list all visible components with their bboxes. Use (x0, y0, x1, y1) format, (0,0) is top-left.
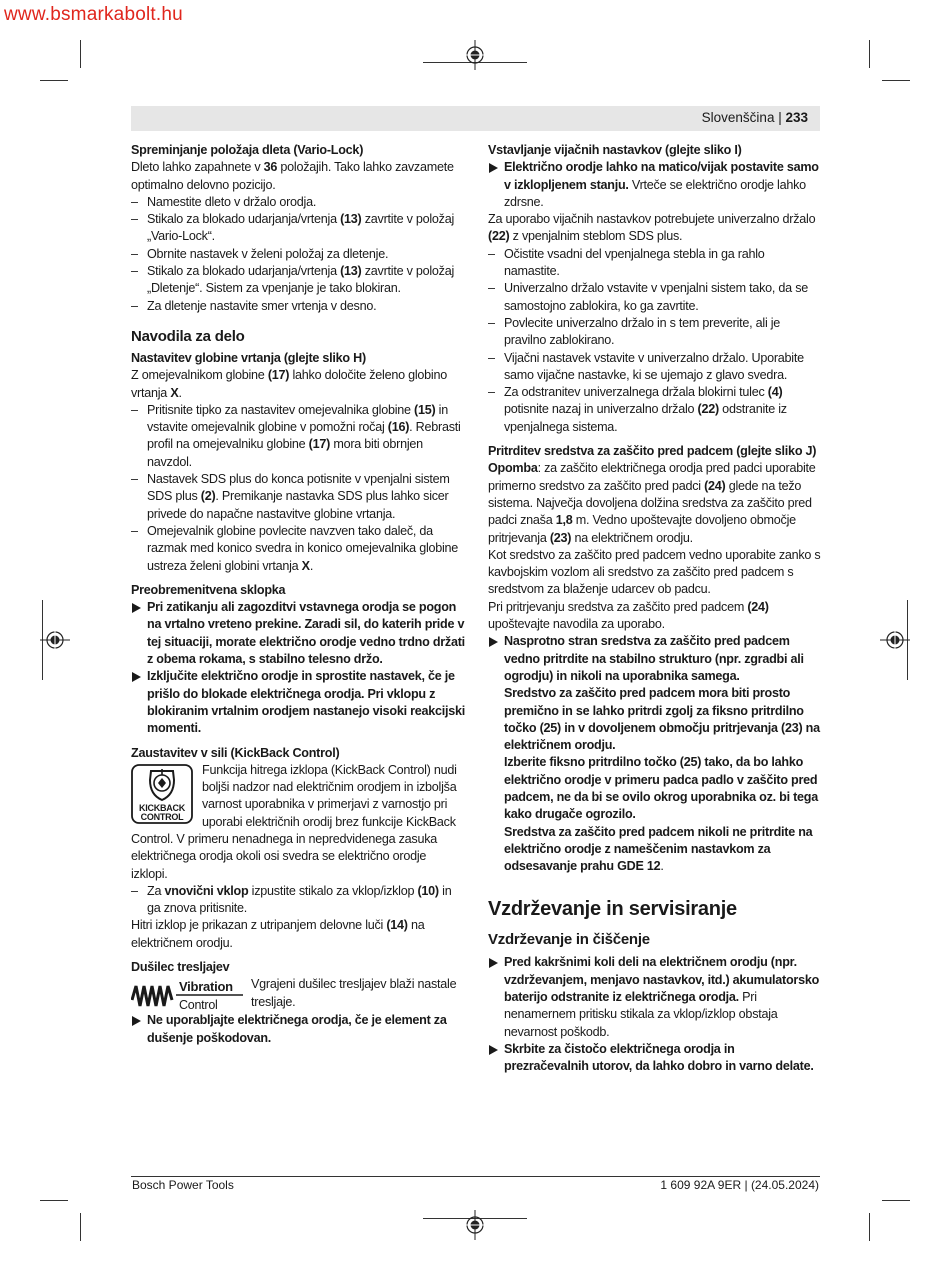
screw-bits-steps (488, 246, 822, 436)
text: Vrteče se električno orodje lahko zdrsne. (504, 177, 806, 209)
step-item (488, 350, 822, 385)
text: mora biti obrnjen navzdol. (147, 437, 423, 469)
fall-protection-paragraph-2 (488, 547, 822, 599)
bold-text: X (170, 385, 179, 400)
warning-paragraph (504, 685, 822, 754)
fall-protection-note (488, 460, 822, 546)
text: zavrtite v položaj „Vario-Lock“. (147, 212, 455, 244)
bold-text: Ne uporabljajte električnega orodja, če je element za dušenje poškodovan. (147, 1013, 447, 1045)
bold-text: (16) (387, 420, 410, 435)
warning-triangle-icon (132, 603, 141, 613)
text: Obrnite nastavek v želeni položaj za dletenje. (147, 246, 389, 261)
step-item (131, 471, 465, 523)
bold-text: Električno orodje lahko na matico/vijak postavite samo v izklopljenem stanju. (504, 160, 819, 192)
registration-mark-top (463, 40, 487, 70)
warning-item (488, 954, 822, 1040)
step-item (131, 298, 465, 315)
fall-protection-heading: Pritrditev sredstva za zaščito pred padcem (glejte sliko J) (488, 444, 817, 459)
warning-item (131, 668, 465, 737)
text: Za (147, 883, 165, 898)
watermark-link[interactable]: www.bsmarkabolt.hu (4, 4, 183, 25)
bold-text: (4) (767, 385, 783, 400)
cleaning-heading: Vzdrževanje in čiščenje (488, 931, 650, 949)
warning-paragraph (504, 824, 822, 876)
text: Za odstranitev univerzalnega držala blokirni tulec (504, 385, 768, 400)
text: Pritisnite tipko za nastavitev omejevalnika globine (147, 402, 415, 417)
text: : za zaščito električnega orodja pred padci uporabite primerno sredstvo za zaščito pred padci (488, 461, 816, 493)
kickback-heading: Zaustavitev v sili (KickBack Control) (131, 745, 340, 760)
step-item (488, 315, 822, 350)
text: Za dletenje nastavite smer vrtenja v desno. (147, 298, 377, 313)
work-instructions-heading: Navodila za delo (131, 327, 245, 345)
bold-text: Skrbite za čistočo električnega orodja in prezračevalnih utorov, da lahko dobro in varno delate. (504, 1041, 814, 1074)
text: Povlecite univerzalno držalo in s tem preverite, ali je pravilno zablokirano. (504, 315, 781, 348)
step-item (131, 194, 465, 211)
step-item (488, 384, 822, 436)
step-item (131, 523, 465, 575)
bold-text: (23) (549, 530, 572, 545)
warning-triangle-icon (489, 637, 498, 647)
bold-text: (13) (340, 212, 362, 227)
warning-item (488, 1041, 822, 1076)
bold-text: (14) (386, 918, 408, 933)
text: Za uporabo vijačnih nastavkov potrebujete univerzalno držalo (488, 212, 816, 227)
bold-text: (15) (414, 402, 436, 417)
fall-protection-paragraph-3 (488, 599, 822, 634)
header-separator: | (774, 110, 786, 125)
drill-depth-intro (131, 367, 465, 402)
warning-paragraph (504, 754, 822, 823)
maintenance-heading: Vzdrževanje in servisiranje (488, 898, 737, 921)
text: lahko določite želeno globino vrtanja (131, 368, 447, 400)
text: na električnem orodju. (571, 530, 693, 545)
footer-brand: Bosch Power Tools (132, 1178, 234, 1192)
vario-lock-intro (131, 159, 465, 194)
text: . (309, 558, 314, 573)
text: Z omejevalnikom globine (131, 368, 268, 383)
vario-lock-steps (131, 194, 465, 315)
bold-text: Izključite električno orodje in sprostite nastavek, če je prišlo do blokade električnega orodja. Pri vklopu z blokiranim vrtalnim orodjem nastanejo visoki reakcijski momenti. (147, 669, 466, 736)
warning-triangle-icon (132, 1016, 141, 1026)
screw-bits-heading: Vstavljanje vijačnih nastavkov (glejte sliko I) (488, 143, 742, 157)
footer-doc-number: 1 609 92A 9ER | (24.05.2024) (660, 1178, 819, 1192)
text: potisnite nazaj in univerzalno držalo (504, 402, 698, 417)
text: glede na težo sistema. Največja dovoljena dolžina sredstva za zaščito pred padci znaša (488, 478, 812, 528)
step-item (131, 263, 465, 298)
bold-text: 1,8 (555, 513, 573, 528)
bold-text: Opomba (488, 461, 538, 476)
registration-mark-bottom (463, 1210, 487, 1240)
vibration-section (131, 976, 465, 1012)
text: izpustite stikalo za vklop/izklop (248, 883, 418, 898)
bold-text: (22) (697, 402, 719, 417)
bold-text: 36 (263, 160, 278, 175)
step-item (131, 211, 465, 246)
registration-mark-right (880, 628, 910, 652)
fall-protection-warning (488, 633, 822, 875)
text: Hitri izklop je prikazan z utripanjem delovne luči (131, 918, 387, 933)
step-item (488, 280, 822, 315)
bold-text: X (301, 558, 310, 573)
bold-text: Nasprotno stran sredstva za zaščito pred padcem vedno pritrdite na stabilno strukturo (npr. zgradbi ali ogrodju) in nikoli na uporabnika samega. (504, 634, 804, 683)
text: položajih. Tako lahko zavzamete optimalno delovno pozicijo. (131, 160, 454, 192)
vibration-description: Vgrajeni dušilec tresljajev blaži nastale tresljaje. (251, 977, 457, 1009)
warning-triangle-icon (489, 1045, 498, 1055)
bold-text: (17) (308, 437, 331, 452)
warning-item (131, 599, 465, 668)
bold-text: Sredstvo za zaščito pred padcem mora biti prosto premično in se lahko pritrdi zgolj za fiksno pritrdilno točko (25) in v dovoljenem območju pritrjevanja (23) na električnem orodju. (504, 686, 820, 753)
footer-rule (131, 1176, 820, 1177)
page-number: 233 (785, 110, 808, 125)
text: Dleto lahko zapahnete v (131, 160, 264, 175)
warning-paragraph (504, 633, 822, 685)
text: Stikalo za blokado udarjanja/vrtenja (147, 212, 341, 227)
warning-triangle-icon (132, 672, 141, 682)
bold-text: (24) (747, 599, 769, 614)
bold-text: Pred kakršnimi koli deli na električnem orodju (npr. vzdrževanjem, menjavo nastavkov, itd.) akumulatorsko baterijo odstranite iz električnega orodja. (504, 955, 820, 1005)
text: z vpenjalnim steblom SDS plus. (509, 229, 683, 244)
text: . Premikanje nastavka SDS plus lahko sicer privede do napačne nastavitve globine vrtanja. (147, 489, 449, 521)
bold-text: (13) (340, 264, 362, 279)
text: Nastavek SDS plus do konca potisnite v vpenjalni sistem SDS plus (147, 472, 450, 504)
kickback-description: Funkcija hitrega izklopa (KickBack Control) nudi boljši nadzor nad električnim orodjem in izboljša varnost uporabnika v primerjavi z varnostjo pri uporabi električnih orodij brez funkcije KickBack Control. V primeru nenadnega in nepredvidenega zasuka električnega orodja okoli osi svedra se električno orodje izklopi. (131, 762, 457, 881)
text: Očistite vsadni del vpenjalnega stebla in ga rahlo namastite. (504, 246, 765, 279)
step-item (488, 246, 822, 281)
step-item (131, 883, 465, 918)
vibration-warnings (131, 1012, 465, 1047)
text: Pri pritrjevanju sredstva za zaščito pred padcem (488, 599, 748, 614)
bold-text: (17) (267, 368, 290, 383)
vibration-icon-label-2: Control (179, 998, 218, 1013)
warning-triangle-icon (489, 958, 498, 968)
drill-depth-heading: Nastavitev globine vrtanja (glejte sliko H) (131, 350, 366, 365)
bold-text: (2) (200, 489, 216, 504)
text: Pri nenamernem pritisku stikala za vklop/izklop obstaja nevarnost poškodb. (504, 990, 778, 1039)
header-language: Slovenščina (701, 110, 775, 125)
text: . (178, 385, 182, 400)
kickback-icon-label-2: CONTROL (140, 811, 184, 822)
text: in vstavite omejevalnik globine v pomožni ročaj (147, 402, 448, 435)
text: Namestite dleto v držalo orodja. (147, 194, 317, 209)
text: zavrtite v položaj „Dletenje“. Sistem za vpenjanje je tako blokiran. (147, 264, 455, 296)
step-item (131, 246, 465, 263)
text: odstranite iz vpenjalnega sistema. (504, 402, 787, 434)
kickback-icon-label-1: KICKBACK (139, 802, 185, 813)
left-column (131, 142, 465, 1047)
text: in ga znova pritisnite. (147, 883, 452, 916)
kickback-note (131, 917, 465, 952)
bold-text: Sredstva za zaščito pred padcem nikoli ne pritrdite na električno orodje z nameščenim nastavkom za odsesavanje prahu GDE 12 (504, 824, 813, 874)
drill-depth-steps (131, 402, 465, 575)
overload-warnings (131, 599, 465, 737)
right-column (488, 142, 822, 1076)
warning-triangle-icon (489, 163, 498, 173)
step-item (131, 402, 465, 471)
vario-lock-heading: Spreminjanje položaja dleta (Vario-Lock) (131, 143, 364, 157)
vibration-icon-label-1: Vibration (179, 979, 233, 995)
screw-warnings (488, 159, 822, 211)
bold-text: vnovični vklop (164, 883, 249, 898)
fall-warning-paragraphs (504, 633, 822, 875)
bold-text: Pri zatikanju ali zagozditvi vstavnega orodja se pogon na vrtalno vreteno prekine. Zaradi sil, do katerih pride v tej situaciji, morate električno orodje vedno trdno držati z obema rokama, s stabilno telesno držo. (147, 600, 465, 667)
bold-text: (22) (488, 229, 510, 244)
bold-text: Izberite fiksno pritrdilno točko (25) tako, da bo lahko električno orodje v primeru padca padlo v zaščito pred padcem, ne da bi se ovilo okrog uporabnika oz. bi tega kako drugače ogrozilo. (504, 755, 818, 822)
text: Kot sredstvo za zaščito pred padcem vedno uporabite zanko s kavbojskim vozlom ali sredstvo za zaščito pred padcem s sredstvom za blaženje udarcev ob padcu. (488, 547, 821, 597)
text: upoštevajte navodila za uporabo. (488, 617, 665, 632)
kickback-control-icon (131, 764, 193, 824)
registration-mark-left (40, 628, 70, 652)
warning-item (488, 159, 822, 211)
text: m. Vedno upoštevajte dovoljeno območje pritrjevanja (488, 513, 796, 545)
text: Stikalo za blokado udarjanja/vrtenja (147, 264, 341, 279)
warning-item (131, 1012, 465, 1047)
text: . (660, 859, 664, 874)
text: Vijačni nastavek vstavite v univerzalno držalo. Uporabite samo vijačne nastavke, ki se ujemajo z glavo svedra. (504, 350, 804, 382)
warning-item (488, 633, 822, 875)
text: Omejevalnik globine povlecite navzven tako daleč, da razmak med konico svedra in konico omejevalnika globine ustreza želeni globini vrtanja (147, 523, 459, 573)
screw-bits-intro (488, 211, 822, 246)
vibration-damper-heading: Dušilec tresljajev (131, 960, 230, 975)
page-header (131, 106, 820, 131)
text: Univerzalno držalo vstavite v vpenjalni sistem tako, da se samostojno zablokira, ko ga zavrtite. (504, 281, 808, 313)
vibration-control-icon (131, 978, 243, 1012)
text: . Rebrasti profil na omejevalniku globine (147, 420, 461, 452)
text: na električnem orodju. (131, 918, 425, 950)
kickback-section (131, 762, 465, 883)
overload-clutch-heading: Preobremenitvena sklopka (131, 582, 286, 597)
bold-text: (24) (704, 478, 726, 493)
maintenance-warnings (488, 954, 822, 1075)
kickback-steps (131, 883, 465, 918)
bold-text: (10) (417, 883, 439, 898)
header-language-page (702, 110, 808, 125)
